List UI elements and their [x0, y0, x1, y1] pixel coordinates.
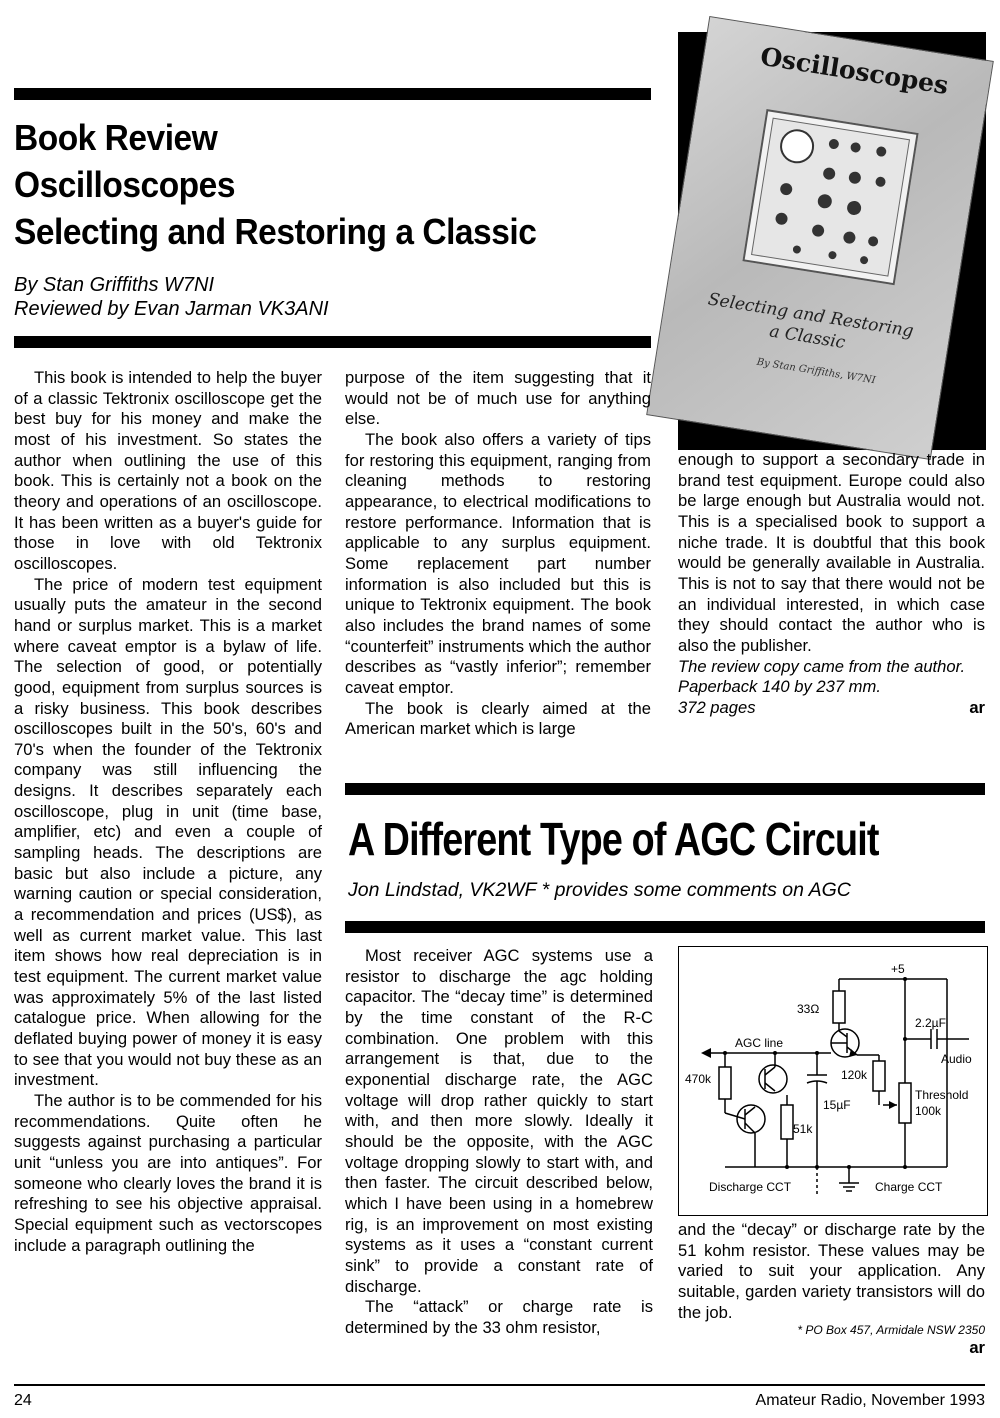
agc-paragraph: and the “decay” or discharge rate by the 51 kohm resistor. These values may be varied to suit your application. Any suitable, garden variety transistors will do the job.	[678, 1220, 985, 1322]
author-line: By Stan Griffiths W7NI	[14, 274, 215, 296]
agc-end-mark: ar	[969, 1338, 985, 1358]
circuit-label-charge: Charge CCT	[875, 1180, 943, 1194]
page-number: 24	[14, 1392, 32, 1409]
title-rule-top	[14, 88, 651, 100]
review-column-3	[678, 450, 985, 719]
cover-subtitle: Selecting and Restoring a Classic	[706, 289, 915, 354]
oscilloscope-image	[742, 109, 918, 285]
circuit-label-r33: 33Ω	[797, 1002, 820, 1016]
agc-byline: Jon Lindstad, VK2WF * provides some comments on AGC	[348, 879, 851, 901]
paperback-size: Paperback 140 by 237 mm.	[678, 677, 881, 697]
agc-column-2	[678, 1220, 985, 1359]
review-paragraph: enough to support a secondary trade in brand test equipment. Europe could also be large enough but Australia would not. This is a specialised book to support a niche trade. It is doubtful that this book would be generally available in Australia. This is not to say that there would not be an individual interested, in which case they should contact the author who is also the publisher.	[678, 450, 985, 655]
publication-line: Amateur Radio, November 1993	[755, 1392, 985, 1409]
review-title-line-2: Oscilloscopes	[14, 164, 235, 205]
review-paragraph: The author is to be commended for his recommendations. Quite often he suggests against purchasing a particular unit “unless you are into antiques”. For someone who clearly loves the brand it is refreshing to see his objective appraisal. Special equipment such as vectorscopes include a paragraph outlining the	[14, 1090, 322, 1255]
reviewer-line: Reviewed by Evan Jarman VK3ANI	[14, 298, 329, 320]
circuit-label-r100: 100k	[915, 1104, 942, 1118]
review-title-line-1: Book Review	[14, 117, 218, 158]
title-rule-bottom	[14, 336, 651, 348]
agc-rule-top	[345, 783, 985, 795]
agc-column-1	[345, 946, 653, 1338]
agc-circuit-diagram	[678, 946, 988, 1216]
circuit-label-r470: 470k	[685, 1072, 712, 1086]
cover-title: Oscilloscopes	[758, 41, 951, 100]
agc-paragraph: Most receiver AGC systems use a resistor to discharge the agc holding capacitor. The “decay time” is determined by the time constant of the R-C combination. One problem with this arrangement is that, due to the exponential discharge rate, the AGC voltage will drop rather quickly to start with, and then more slowly. Ideally it should be the opposite, with the AGC voltage dropping slowly to start with, and then faster. The circuit described below, which I have been using in a homebrew rig, is an improvement on most existing systems as it uses a “constant current sink” to provide a constant rate of discharge.	[345, 946, 653, 1296]
circuit-label-discharge: Discharge CCT	[709, 1180, 792, 1194]
review-paragraph: The price of modern test equipment usually puts the amateur in the second hand or surplus market. This is a market where caveat emptor is a bylaw of life. The selection of good, or potentially good, equipment from surplus sources is a risky business. This book describes oscilloscopes built in the 50's, 60's and 70's when the founder of the Tektronix company was still influencing the designs. It describes separately each oscilloscope, plug in unit (time base, amplifier, etc) and even a couple of sampling heads. The descriptions are basic but also include a picture, any warning caution or special consideration, a recommendation and prices (US$), as well as current market value. This last item shows how real depreciation is in test equipment. The current market value was approximately 5% of the last listed catalogue price. When allowing for the deflated buying power of money it is easy to see that you would not buy these as an investment.	[14, 574, 322, 1090]
circuit-label-threshold: Threshold	[915, 1088, 969, 1102]
cover-author: By Stan Griffiths, W7NI	[755, 356, 877, 387]
review-title-line-3: Selecting and Restoring a Classic	[14, 211, 537, 252]
agc-title: A Different Type of AGC Circuit	[348, 813, 879, 865]
review-byline	[14, 273, 329, 321]
circuit-label-r51: 51k	[793, 1122, 813, 1136]
agc-paragraph: The “attack” or charge rate is determined by the 33 ohm resistor,	[345, 1297, 653, 1337]
author-address: * PO Box 457, Armidale NSW 2350	[797, 1323, 985, 1338]
circuit-label-plus5: +5	[891, 962, 905, 976]
agc-rule-bottom	[345, 921, 985, 933]
review-copy-note: The review copy came from the author.	[678, 656, 966, 676]
review-column-2	[345, 368, 651, 740]
review-column-1	[14, 368, 322, 1256]
footer-rule	[14, 1384, 985, 1386]
circuit-label-audio: Audio	[941, 1052, 972, 1066]
review-paragraph: purpose of the item suggesting that it would not be of much use for anything else.	[345, 368, 651, 429]
review-paragraph: The book also offers a variety of tips for restoring this equipment, ranging from cleaning methods to restoring appearance, to electrical modifications to restore performance. Information that is applicable to any surplus equipment. Some replacement part number information is also included but this is unique to Tektronix equipment. The book also includes the brand names of some “counterfeit” instruments which the author describes as “vastly inferior”; remember caveat emptor.	[345, 429, 651, 697]
review-paragraph: This book is intended to help the buyer of a classic Tektronix oscilloscope get the best buy for his money and make the most of his investment. So states the author when outlining the use of this book. This is certainly not a book on the theory and operations of an oscilloscope. It has been written as a buyer's guide for those in love with old Tektronix oscilloscopes.	[14, 368, 322, 573]
circuit-label-c15: 15µF	[823, 1098, 851, 1112]
circuit-label-r120: 120k	[841, 1068, 868, 1082]
review-paragraph: The book is clearly aimed at the American market which is large	[345, 698, 651, 739]
circuit-label-c22: 2.2µF	[915, 1016, 946, 1030]
circuit-label-agc-line: AGC line	[735, 1036, 784, 1050]
review-title	[14, 114, 576, 255]
page-count: 372 pages	[678, 697, 756, 717]
review-end-mark: ar	[969, 697, 985, 717]
